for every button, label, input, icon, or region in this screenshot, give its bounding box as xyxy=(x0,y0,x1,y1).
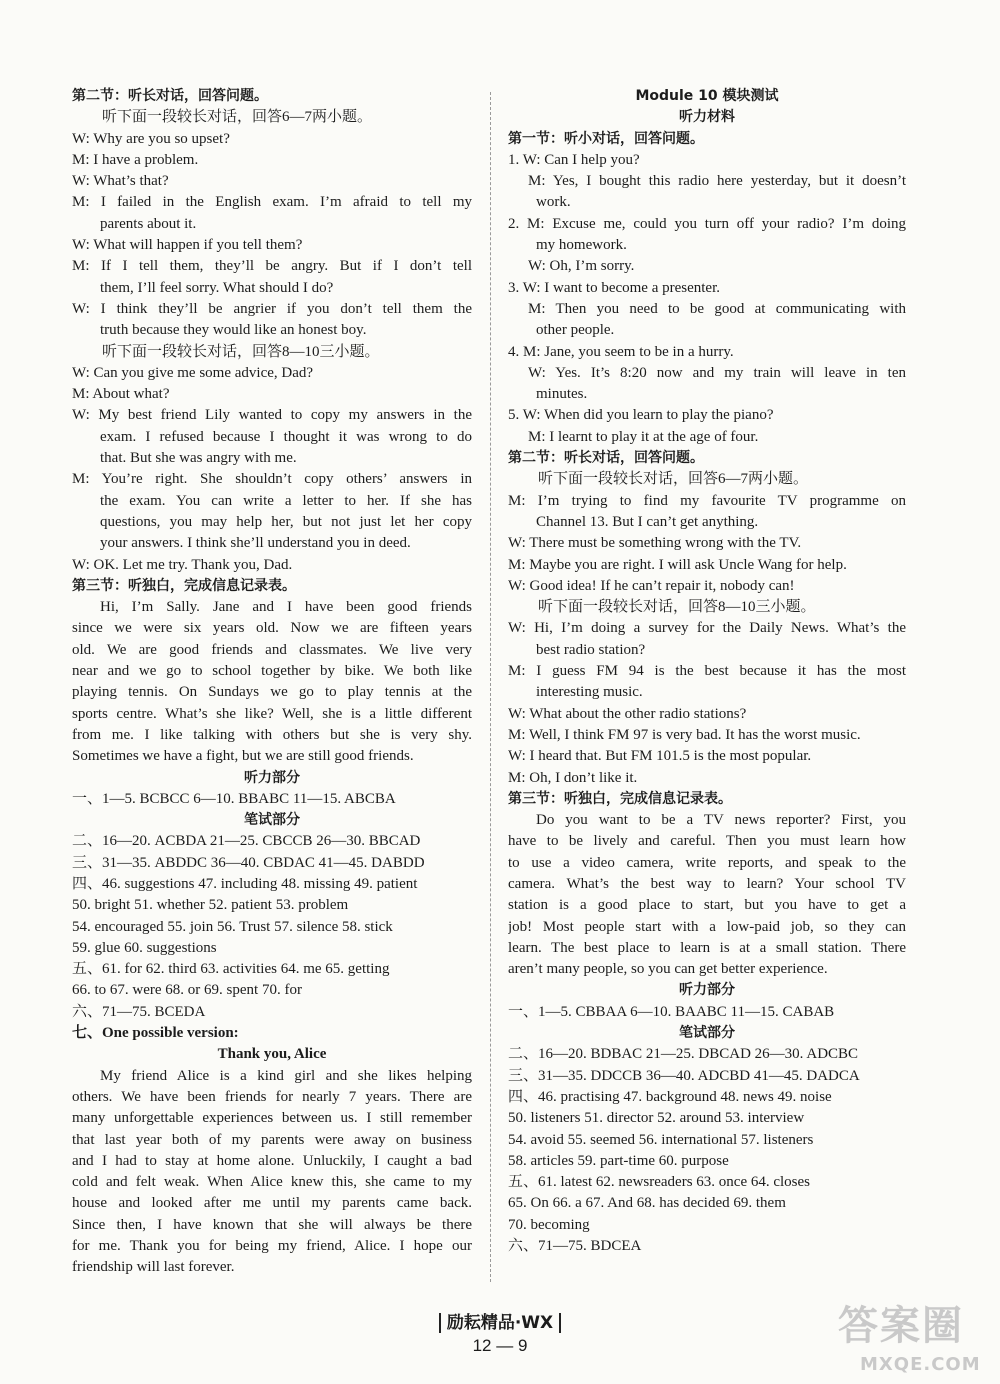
right-text-line: 50. listeners 51. director 52. around 53. interview xyxy=(508,1110,805,1127)
left-text-line: Hi, I’m Sally. Jane and I have been good friends xyxy=(100,599,472,616)
right-text-line: 4. M: Jane, you seem to be in a hurry. xyxy=(508,343,734,360)
brand-label: 励耘精品·WX xyxy=(439,1313,561,1333)
right-text-line: M: I learnt to play it at the age of four. xyxy=(528,428,759,445)
page-number: 12 — 9 xyxy=(472,1336,528,1355)
left-text-line: M: About what? xyxy=(72,386,170,403)
left-text-line: 三、31—35. ABDDC 36—40. CBDAC 41—45. DABDD xyxy=(72,854,425,871)
right-text-line: W: Hi, I’m doing a survey for the Daily News. What’s the xyxy=(508,620,906,637)
left-text-line: W: OK. Let me try. Thank you, Dad. xyxy=(72,556,293,573)
left-text-line: 听下面一段较长对话，回答6—7两小题。 xyxy=(102,109,373,126)
left-text-line: 七、One possible version: xyxy=(72,1025,239,1042)
left-text-line: Thank you, Alice xyxy=(217,1046,327,1063)
watermark-logo xyxy=(830,1290,1000,1384)
left-text-line: 一、1—5. BCBCC 6—10. BBABC 11—15. ABCBA xyxy=(72,790,396,807)
right-text-line: 第二节：听长对话，回答问题。 xyxy=(508,450,704,467)
left-text-line: exam. I refused because I thought it was wrong to do xyxy=(100,428,472,445)
right-text-line: 听力材料 xyxy=(679,109,735,126)
right-text-line: M: I guess FM 94 is the best because it has the most xyxy=(508,663,906,680)
left-text-line: 二、16—20. ACBDA 21—25. CBCCB 26—30. BBCAD xyxy=(72,833,421,850)
left-text-line: 听下面一段较长对话，回答8—10三小题。 xyxy=(102,343,380,360)
left-text-line: 五、61. for 62. third 63. activities 64. me 65. getting xyxy=(72,961,390,978)
left-text-line: parents about it. xyxy=(100,215,197,232)
right-text-line: W: Good idea! If he can’t repair it, nobody can! xyxy=(508,577,795,594)
right-text-line: Channel 13. But I can’t get anything. xyxy=(536,513,759,530)
left-text-line: 50. bright 51. whether 52. patient 53. problem xyxy=(72,897,349,914)
left-text-line: 59. glue 60. suggestions xyxy=(72,939,217,956)
right-text-line: M: Then you need to be good at communicating with xyxy=(528,300,906,317)
left-text-line: M: I failed in the English exam. I’m afraid to tell my xyxy=(72,194,472,211)
left-text-line: for me. Thank you for being my friend, Alice. I hope our xyxy=(72,1238,472,1255)
left-text-line: 四、46. suggestions 47. including 48. missing 49. patient xyxy=(72,875,418,892)
left-text-line: M: You’re right. She shouldn’t copy others’ answers in xyxy=(72,471,472,488)
left-text-line: 54. encouraged 55. join 56. Trust 57. silence 58. stick xyxy=(72,918,393,935)
left-text-line: many unforgettable experiences between us. I still remember xyxy=(72,1110,472,1127)
left-text-line: and I had to stay at home alone. Unluckily, I caught a bad xyxy=(72,1152,472,1169)
left-text-line: 66. to 67. were 68. or 69. spent 70. for xyxy=(72,982,302,999)
right-text-line: 2. M: Excuse me, could you turn off your radio? I’m doing xyxy=(508,215,906,232)
left-text-line: 听力部分 xyxy=(244,769,300,786)
right-text-line: 四、46. practising 47. background 48. news 49. noise xyxy=(508,1088,832,1105)
left-text-line: your answers. I think she’ll understand you in deed. xyxy=(100,535,411,552)
right-text-line: 65. On 66. a 67. And 68. has decided 69. them xyxy=(508,1195,786,1212)
right-text-line: W: I heard that. But FM 101.5 is the most popular. xyxy=(508,748,812,765)
right-text-line: 第一节：听小对话，回答问题。 xyxy=(508,130,704,147)
left-text-line: the exam. You can write a letter to her. If she has xyxy=(100,492,472,509)
left-text-line: playing tennis. On Sundays we go to play tennis at the xyxy=(72,684,472,701)
left-text-line: W: Why are you so upset? xyxy=(72,130,230,147)
left-text-line: 六、71—75. BCEDA xyxy=(72,1003,206,1020)
right-text-line: aren’t many people, so you can get better experience. xyxy=(508,961,828,978)
left-text-line: W: I think they’ll be angrier if you don’t tell them the xyxy=(72,300,472,317)
right-text-line: my homework. xyxy=(536,237,627,254)
right-text-line: learn. The best place to learn is at a small station. There xyxy=(508,939,906,956)
right-text-line: M: Maybe you are right. I will ask Uncle Wang for help. xyxy=(508,556,847,573)
left-text-line: My friend Alice is a kind girl and she likes helping xyxy=(100,1067,472,1084)
right-text-line: to use a video camera, write reports, and speak to the xyxy=(508,854,906,871)
right-text-line: camera. What’s the best way to learn? Your school TV xyxy=(508,875,906,892)
right-text-line: have to be lively and careful. Then you must learn how xyxy=(508,833,906,850)
right-text-line: M: I’m trying to find my favourite TV programme on xyxy=(508,492,906,509)
right-text-line: 听力部分 xyxy=(679,982,735,999)
left-text-line: since we were six years old. Now we are fifteen years xyxy=(72,620,472,637)
right-text-line: M: Well, I think FM 97 is very bad. It has the worst music. xyxy=(508,726,861,743)
right-text-line: 54. avoid 55. seemed 56. international 57. listeners xyxy=(508,1131,814,1148)
right-text-line: 六、71—75. BDCEA xyxy=(508,1238,642,1255)
right-text-line: 70. becoming xyxy=(508,1216,590,1233)
left-text-line: truth because they would like an honest boy. xyxy=(100,322,367,339)
right-text-line: work. xyxy=(536,194,571,211)
right-text-line: station is a good place to start, but you have to get a xyxy=(508,897,906,914)
right-text-line: M: Oh, I don’t like it. xyxy=(508,769,638,786)
left-text-line: near and we go to school together by bike. We both like xyxy=(72,663,472,680)
column-divider xyxy=(490,92,491,1282)
right-text-line: 5. W: When did you learn to play the piano? xyxy=(508,407,774,424)
left-column xyxy=(72,86,472,1279)
watermark-en: MXQE.COM xyxy=(860,1354,981,1375)
right-text-line: 58. articles 59. part-time 60. purpose xyxy=(508,1152,729,1169)
right-column xyxy=(508,86,906,1257)
right-text-line: 1. W: Can I help you? xyxy=(508,151,640,168)
left-text-line: friendship will last forever. xyxy=(72,1259,235,1276)
left-text-line: 第二节：听长对话，回答问题。 xyxy=(72,88,268,104)
right-text-line: W: Yes. It’s 8:20 now and my train will leave in ten xyxy=(528,364,906,381)
left-text-line: Sometimes we have a fight, but we are still good friends. xyxy=(72,748,414,765)
right-text-line: 3. W: I want to become a presenter. xyxy=(508,279,721,296)
left-text-line: others. We have been friends for nearly 7 years. There are xyxy=(72,1088,472,1105)
left-text-line: M: I have a problem. xyxy=(72,151,199,168)
right-text-line: W: What about the other radio stations? xyxy=(508,705,747,722)
right-text-line: 听下面一段较长对话，回答6—7两小题。 xyxy=(538,471,809,488)
right-text-line: 笔试部分 xyxy=(679,1025,735,1042)
right-text-line: other people. xyxy=(536,322,615,339)
right-text-line: 三、31—35. DDCCB 36—40. ADCBD 41—45. DADCA xyxy=(508,1067,860,1084)
left-text-line: that. But she was angry with me. xyxy=(100,450,297,467)
watermark-cn: 答案圈 xyxy=(838,1303,964,1349)
right-text-line: 一、1—5. CBBAA 6—10. BAABC 11—15. CABAB xyxy=(508,1003,835,1020)
right-text-line: job! Most people start with a low-paid job, so they can xyxy=(508,918,906,935)
right-text-line: best radio station? xyxy=(536,641,646,658)
left-text-line: sports centre. What’s she like? Well, she is a little different xyxy=(72,705,472,722)
left-text-line: questions, you may help her, but not just let her copy xyxy=(100,513,472,530)
left-text-line: 第三节：听独白，完成信息记录表。 xyxy=(72,577,296,594)
right-text-line: W: There must be something wrong with the TV. xyxy=(508,535,802,552)
right-text-line: 第三节：听独白，完成信息记录表。 xyxy=(508,790,732,807)
left-text-line: house and looked after me until my parents came back. xyxy=(72,1195,472,1212)
right-text-line: Do you want to be a TV news reporter? First, you xyxy=(536,812,906,829)
left-text-line: that last year both of my parents were away on business xyxy=(72,1131,472,1148)
left-text-line: them, I’ll feel sorry. What should I do? xyxy=(100,279,334,296)
left-text-line: Since then, I have known that she will always be there xyxy=(72,1216,472,1233)
left-text-line: 笔试部分 xyxy=(244,812,300,829)
left-text-line: old. We are good friends and classmates. We live very xyxy=(72,641,472,658)
left-text-line: W: Can you give me some advice, Dad? xyxy=(72,364,314,381)
right-text-line: 五、61. latest 62. newsreaders 63. once 64. closes xyxy=(508,1174,811,1191)
left-text-line: from me. I like talking with others but she is very shy. xyxy=(72,726,472,743)
left-text-line: W: What will happen if you tell them? xyxy=(72,237,303,254)
right-text-line: 二、16—20. BDBAC 21—25. DBCAD 26—30. ADCBC xyxy=(508,1046,859,1063)
right-text-line: 听下面一段较长对话，回答8—10三小题。 xyxy=(538,599,816,616)
left-text-line: cold and felt weak. When Alice knew this, she came to my xyxy=(72,1174,472,1191)
right-text-line: interesting music. xyxy=(536,684,643,701)
left-text-line: M: If I tell them, they’ll be angry. But if I don’t tell xyxy=(72,258,472,275)
left-text-line: W: What’s that? xyxy=(72,173,169,190)
right-text-line: M: Yes, I bought this radio here yesterday, but it doesn’t xyxy=(528,173,906,190)
right-text-line: W: Oh, I’m sorry. xyxy=(528,258,635,275)
right-text-line: Module 10 模块测试 xyxy=(635,88,779,104)
left-text-line: W: My best friend Lily wanted to copy my answers in the xyxy=(72,407,472,424)
right-text-line: minutes. xyxy=(536,386,588,403)
